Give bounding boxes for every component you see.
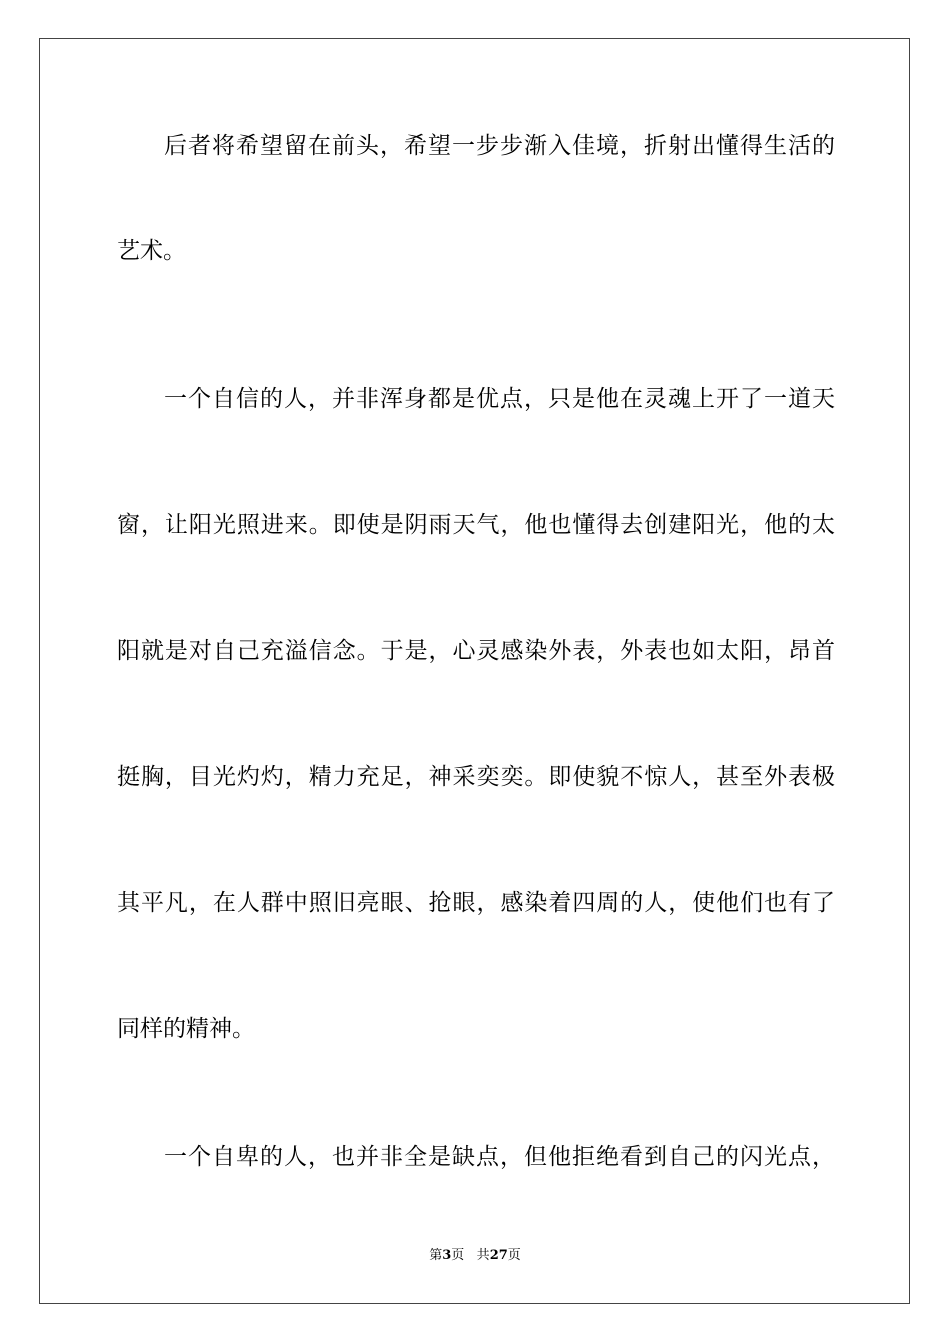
footer-page-prefix: 第 bbox=[429, 1248, 443, 1263]
text-line: 窗，让阳光照进来。即使是阴雨天气，他也懂得去创建阳光，他的太 bbox=[117, 512, 835, 538]
text-line: 后者将希望留在前头，希望一步步渐入佳境，折射出懂得生活的 bbox=[164, 133, 835, 159]
page-frame bbox=[39, 38, 910, 1304]
text-line: 挺胸，目光灼灼，精力充足，神采奕奕。即使貌不惊人，甚至外表极 bbox=[117, 764, 835, 790]
footer-page-total: 27 bbox=[489, 1248, 508, 1263]
text-line: 一个自卑的人，也并非全是缺点，但他拒绝看到自己的闪光点， bbox=[164, 1144, 835, 1170]
page-footer bbox=[0, 1246, 950, 1266]
text-line: 一个自信的人，并非浑身都是优点，只是他在灵魂上开了一道天 bbox=[164, 386, 835, 412]
footer-page-current: 3 bbox=[442, 1248, 452, 1263]
footer-total-unit: 页 bbox=[507, 1248, 521, 1263]
text-line: 同样的精神。 bbox=[117, 1016, 255, 1042]
text-line: 艺术。 bbox=[117, 238, 186, 264]
footer-total-prefix: 共 bbox=[476, 1248, 490, 1263]
footer-page-unit: 页 bbox=[451, 1248, 465, 1263]
text-line: 阳就是对自己充溢信念。于是，心灵感染外表，外表也如太阳，昂首 bbox=[117, 638, 835, 664]
text-line: 其平凡，在人群中照旧亮眼、抢眼，感染着四周的人，使他们也有了 bbox=[117, 890, 835, 916]
